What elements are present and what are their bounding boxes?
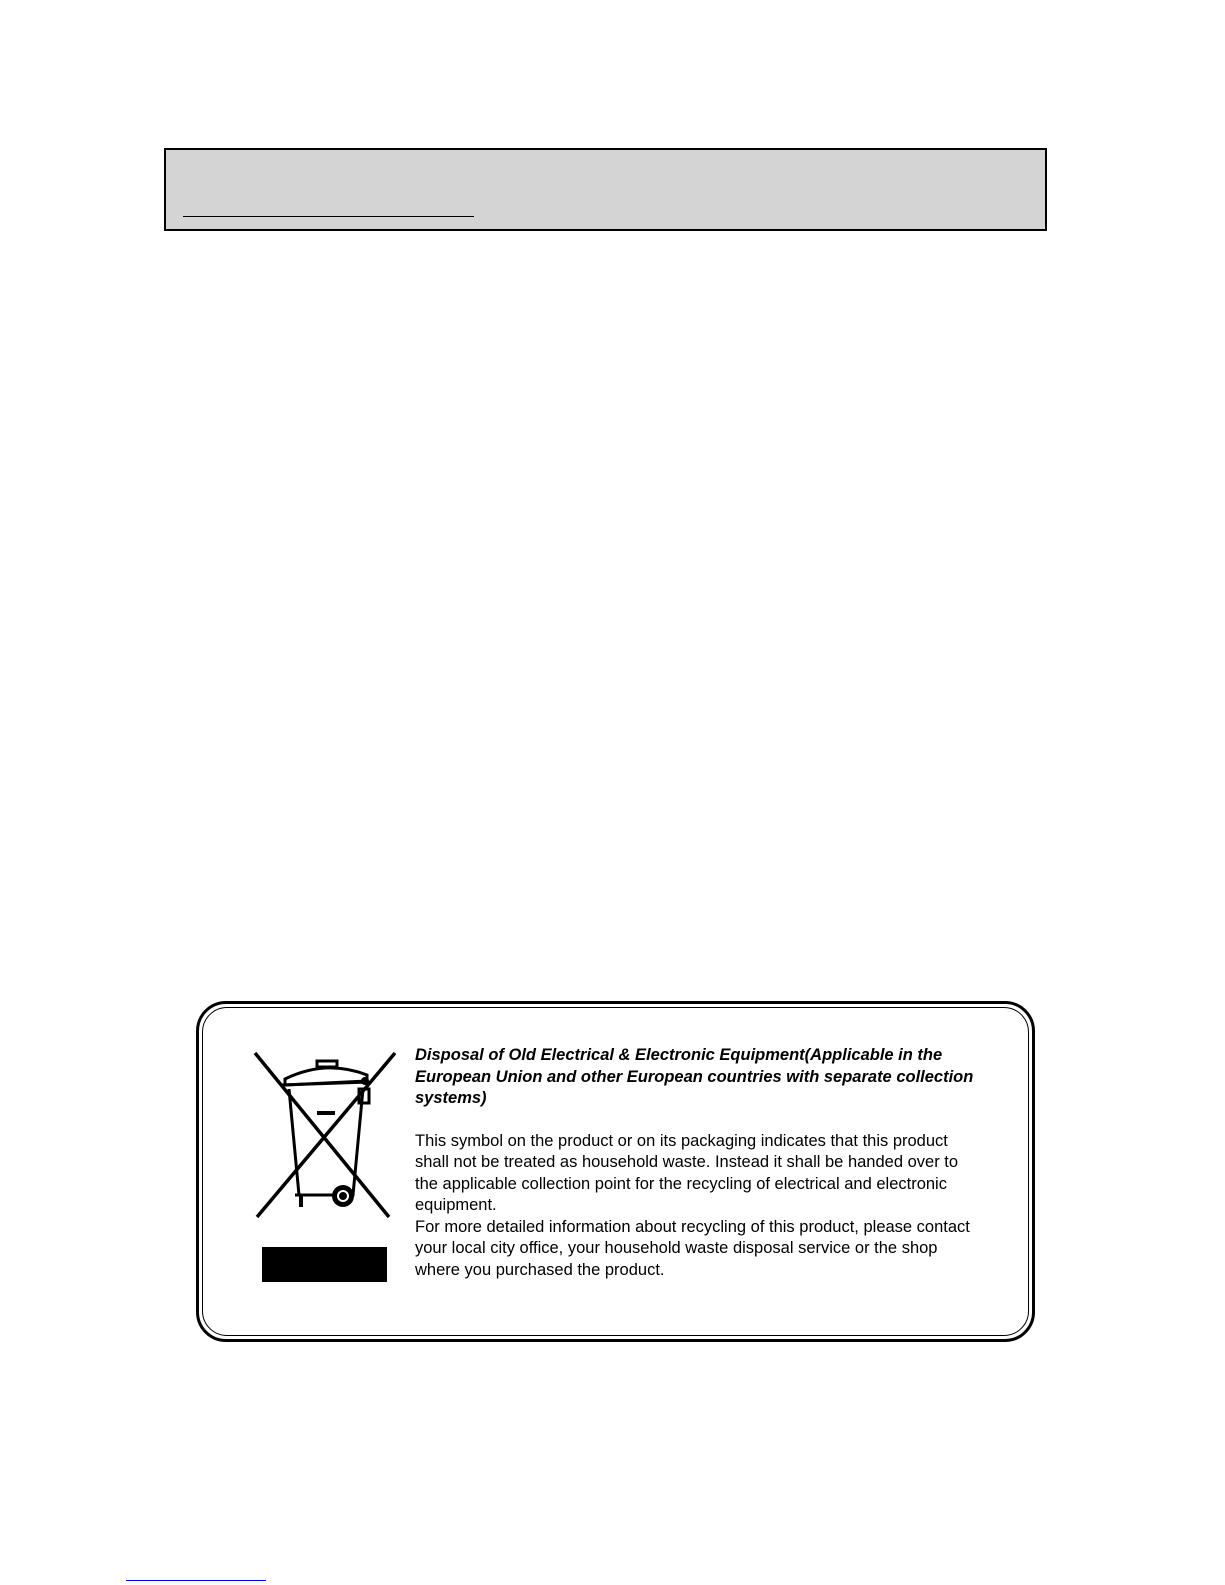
header-underline [183,216,474,217]
weee-paragraph-2: For more detailed information about recycling of this product, please contact your local city office, your household waste disposal service or the shop where you purchased the product. [415,1217,970,1279]
weee-disposal-panel [196,1001,1035,1342]
weee-heading: Disposal of Old Electrical & Electronic Equipment(Applicable in the European Union and other European countries with separate collection systems) [415,1046,974,1107]
section-header-box [164,148,1047,231]
weee-black-bar [262,1247,387,1282]
crossed-out-wheelie-bin-icon [251,1049,396,1221]
footer-link-underline [126,1580,266,1581]
weee-paragraph-1: This symbol on the product or on its packaging indicates that this product shall not be treated as household waste. Instead it shall be handed over to the applicable collection point for the recycling of electrical and electronic equipment. [415,1131,959,1214]
weee-text-block [415,1045,975,1281]
